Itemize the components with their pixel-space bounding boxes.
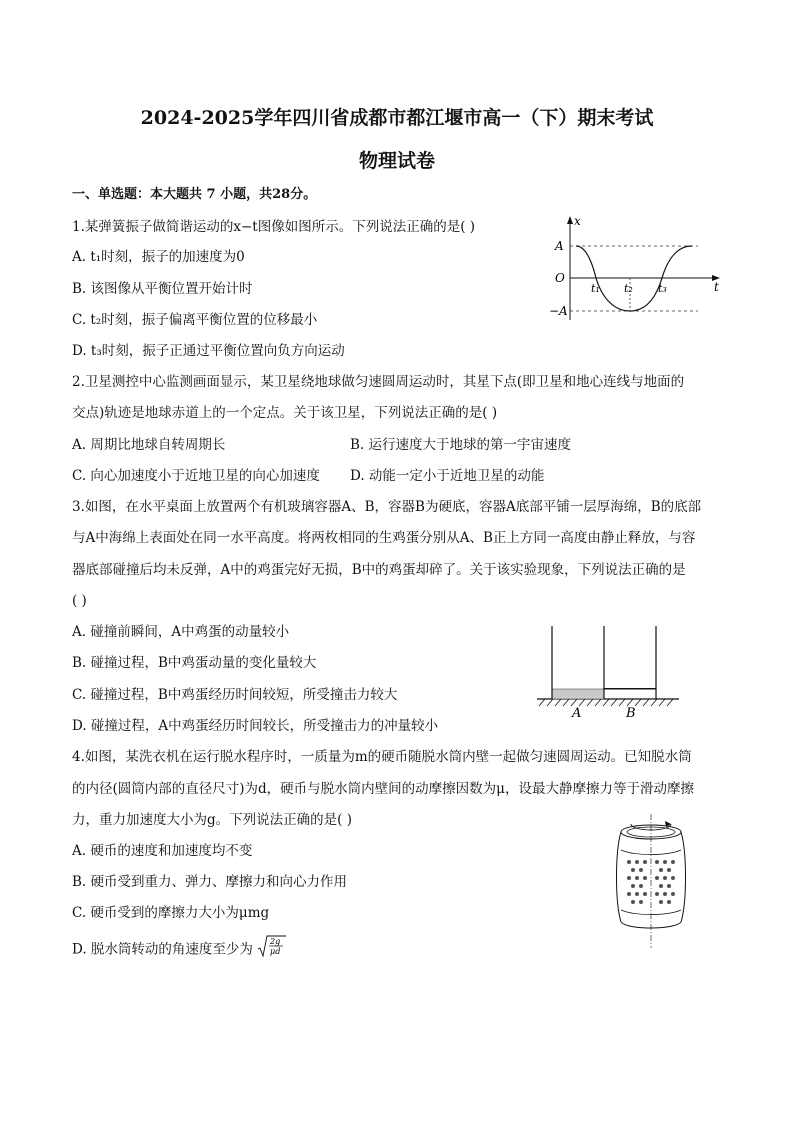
q4-option-c: C. 硬币受到的摩擦力大小为μmg [72, 905, 270, 921]
q1-xt-graph [548, 212, 728, 326]
container-a-label: A [572, 706, 582, 720]
q2-stem-line1: 2.卫星测控中心监测画面显示，某卫星绕地球做匀速圆周运动时，其星下点(即卫星和地心连线与地面的 [72, 374, 685, 390]
t3-label: t₃ [658, 282, 667, 295]
q4-option-a: A. 硬币的速度和加速度均不变 [72, 843, 253, 859]
q3-stem-line3: 器底部碰撞后均未反弹，A中的鸡蛋完好无损，B中的鸡蛋却碎了。关于该实验现象，下列说法正确的是 [72, 562, 686, 578]
q4-option-b: B. 硬币受到重力、弹力、摩擦力和向心力作用 [72, 874, 348, 890]
q1-stem: 1.某弹簧振子做简谐运动的x−t图像如图所示。下列说法正确的是( ) [72, 219, 476, 235]
container-b-hard-bottom [604, 688, 656, 690]
q3-stem-line4: ( ) [72, 593, 87, 609]
t-axis-label: t [714, 280, 719, 294]
q2-stem-line2: 交点)轨迹是地球赤道上的一个定点。关于该卫星，下列说法正确的是( ) [72, 405, 498, 421]
t1-label: t₁ [591, 282, 600, 295]
sqrt-expression [257, 937, 287, 960]
fraction-denominator: μd [270, 947, 281, 956]
q2-option-d: D. 动能一定小于近地卫星的动能 [350, 468, 545, 484]
q3-stem-line1: 3.如图，在水平桌面上放置两个有机玻璃容器A、B，容器B为硬底，容器A底部平铺一层厚海绵，B的底部 [72, 499, 702, 515]
q1-option-c: C. t₂时刻，振子偏离平衡位置的位移最小 [72, 312, 318, 328]
q1-option-b: B. 该图像从平衡位置开始计时 [72, 281, 253, 297]
container-b-label: B [626, 706, 636, 720]
sponge-layer [552, 689, 604, 699]
neg-amplitude-label: −A [549, 304, 568, 318]
q3-stem-line2: 与A中海绵上表面处在同一水平高度。将两枚相同的生鸡蛋分别从A、B正上方同一高度由静止释放，与容 [72, 530, 696, 546]
q4-option-d-text: D. 脱水筒转动的角速度至少为 [72, 941, 253, 958]
section-heading: 一、单选题：本大题共 7 小题，共28分。 [72, 187, 317, 202]
q4-stem-line3: 力，重力加速度大小为g。下列说法正确的是( ) [72, 812, 352, 828]
t2-label: t₂ [624, 282, 633, 295]
q4-spin-drum-figure [605, 812, 700, 950]
table-hatching [539, 699, 673, 706]
q4-stem-line1: 4.如图，某洗衣机在运行脱水程序时，一质量为m的硬币随脱水筒内壁一起做匀速圆周运动。已知脱水筒 [72, 749, 692, 765]
q4-stem-line2: 的内径(圆筒内部的直径尺寸)为d，硬币与脱水筒内壁间的动摩擦因数为μ，设最大静摩擦力等于滑动摩擦 [72, 781, 694, 797]
q2-option-b: B. 运行速度大于地球的第一宇宙速度 [350, 437, 572, 453]
fraction-numerator: 2g [270, 937, 281, 946]
exam-subtitle: 物理试卷 [358, 150, 435, 172]
q4-option-d [72, 937, 287, 960]
origin-label: O [555, 271, 565, 285]
q1-option-d: D. t₃时刻，振子正通过平衡位置向负方向运动 [72, 343, 345, 359]
amplitude-label: A [555, 239, 564, 253]
q2-option-a: A. 周期比地球自转周期长 [72, 437, 226, 453]
sqrt-sign [257, 934, 287, 958]
q2-option-c: C. 向心加速度小于近地卫星的向心加速度 [72, 468, 320, 484]
q1-option-a: A. t₁时刻，振子的加速度为0 [72, 249, 245, 265]
q3-option-c: C. 碰撞过程，B中鸡蛋经历时间较短，所受撞击力较大 [72, 687, 398, 703]
q3-containers-figure [533, 624, 683, 720]
exam-title: 2024-2025学年四川省成都市都江堰市高一（下）期末考试 [140, 107, 654, 129]
q3-option-d: D. 碰撞过程，A中鸡蛋经历时间较长，所受撞击力的冲量较小 [72, 718, 439, 734]
x-axis-arrow [567, 216, 573, 224]
q3-option-a: A. 碰撞前瞬间，A中鸡蛋的动量较小 [72, 624, 290, 640]
q3-option-b: B. 碰撞过程，B中鸡蛋动量的变化量较大 [72, 655, 317, 671]
x-axis-label: x [574, 214, 581, 228]
